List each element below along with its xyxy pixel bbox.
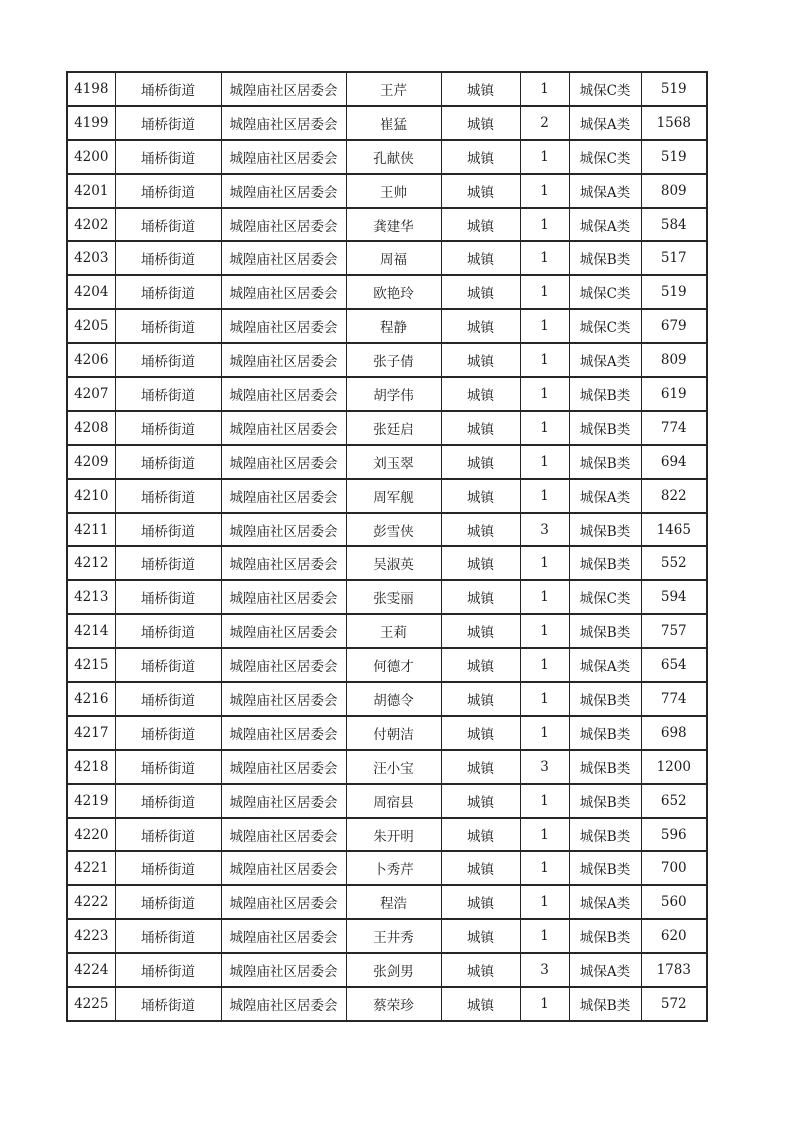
serial-number-cell: 4207	[67, 377, 115, 411]
street-cell: 埇桥街道	[115, 72, 221, 106]
community-cell: 城隍庙社区居委会	[221, 275, 346, 309]
person-name-cell: 周福	[346, 241, 441, 275]
table-row	[67, 479, 707, 513]
household-type-cell: 城镇	[441, 546, 520, 580]
community-cell: 城隍庙社区居委会	[221, 309, 346, 343]
community-cell: 城隍庙社区居委会	[221, 72, 346, 106]
person-count-cell: 1	[520, 377, 569, 411]
serial-number-cell: 4214	[67, 614, 115, 648]
community-cell: 城隍庙社区居委会	[221, 885, 346, 919]
household-type-cell: 城镇	[441, 784, 520, 818]
table-row	[67, 140, 707, 174]
person-name-cell: 龚建华	[346, 208, 441, 242]
street-cell: 埇桥街道	[115, 106, 221, 140]
table-row	[67, 411, 707, 445]
amount-cell: 552	[641, 546, 707, 580]
household-type-cell: 城镇	[441, 716, 520, 750]
person-count-cell: 1	[520, 682, 569, 716]
person-name-cell: 周宿县	[346, 784, 441, 818]
table-row	[67, 445, 707, 479]
serial-number-cell: 4198	[67, 72, 115, 106]
table-row	[67, 174, 707, 208]
person-name-cell: 胡德令	[346, 682, 441, 716]
amount-cell: 596	[641, 818, 707, 852]
serial-number-cell: 4212	[67, 546, 115, 580]
person-name-cell: 王莉	[346, 614, 441, 648]
amount-cell: 757	[641, 614, 707, 648]
household-type-cell: 城镇	[441, 275, 520, 309]
household-type-cell: 城镇	[441, 919, 520, 953]
table-row	[67, 784, 707, 818]
community-cell: 城隍庙社区居委会	[221, 580, 346, 614]
person-name-cell: 程浩	[346, 885, 441, 919]
table-row	[67, 580, 707, 614]
person-name-cell: 朱开明	[346, 818, 441, 852]
person-name-cell: 王帅	[346, 174, 441, 208]
category-cell: 城保A类	[569, 885, 641, 919]
street-cell: 埇桥街道	[115, 513, 221, 547]
community-cell: 城隍庙社区居委会	[221, 614, 346, 648]
household-type-cell: 城镇	[441, 140, 520, 174]
person-name-cell: 张廷启	[346, 411, 441, 445]
person-name-cell: 汪小宝	[346, 750, 441, 784]
person-name-cell: 程静	[346, 309, 441, 343]
amount-cell: 1783	[641, 953, 707, 987]
person-count-cell: 1	[520, 818, 569, 852]
person-count-cell: 1	[520, 479, 569, 513]
household-type-cell: 城镇	[441, 580, 520, 614]
amount-cell: 1200	[641, 750, 707, 784]
community-cell: 城隍庙社区居委会	[221, 953, 346, 987]
category-cell: 城保A类	[569, 479, 641, 513]
household-type-cell: 城镇	[441, 479, 520, 513]
category-cell: 城保A类	[569, 343, 641, 377]
household-type-cell: 城镇	[441, 818, 520, 852]
community-cell: 城隍庙社区居委会	[221, 513, 346, 547]
table-row	[67, 614, 707, 648]
person-count-cell: 1	[520, 411, 569, 445]
table-row	[67, 682, 707, 716]
amount-cell: 698	[641, 716, 707, 750]
amount-cell: 652	[641, 784, 707, 818]
street-cell: 埇桥街道	[115, 174, 221, 208]
table-row	[67, 513, 707, 547]
community-cell: 城隍庙社区居委会	[221, 682, 346, 716]
person-count-cell: 3	[520, 513, 569, 547]
household-type-cell: 城镇	[441, 241, 520, 275]
amount-cell: 679	[641, 309, 707, 343]
person-count-cell: 3	[520, 953, 569, 987]
category-cell: 城保C类	[569, 309, 641, 343]
table-row	[67, 343, 707, 377]
serial-number-cell: 4205	[67, 309, 115, 343]
table-row	[67, 716, 707, 750]
table-row	[67, 546, 707, 580]
person-count-cell: 1	[520, 614, 569, 648]
serial-number-cell: 4202	[67, 208, 115, 242]
street-cell: 埇桥街道	[115, 919, 221, 953]
street-cell: 埇桥街道	[115, 479, 221, 513]
table-row	[67, 72, 707, 106]
person-name-cell: 刘玉翠	[346, 445, 441, 479]
category-cell: 城保A类	[569, 648, 641, 682]
household-type-cell: 城镇	[441, 513, 520, 547]
table-row	[67, 750, 707, 784]
person-count-cell: 1	[520, 241, 569, 275]
category-cell: 城保B类	[569, 818, 641, 852]
community-cell: 城隍庙社区居委会	[221, 411, 346, 445]
category-cell: 城保B类	[569, 682, 641, 716]
street-cell: 埇桥街道	[115, 275, 221, 309]
category-cell: 城保B类	[569, 411, 641, 445]
amount-cell: 572	[641, 987, 707, 1021]
community-cell: 城隍庙社区居委会	[221, 445, 346, 479]
amount-cell: 654	[641, 648, 707, 682]
amount-cell: 620	[641, 919, 707, 953]
category-cell: 城保B类	[569, 377, 641, 411]
street-cell: 埇桥街道	[115, 377, 221, 411]
amount-cell: 584	[641, 208, 707, 242]
household-type-cell: 城镇	[441, 953, 520, 987]
serial-number-cell: 4208	[67, 411, 115, 445]
serial-number-cell: 4217	[67, 716, 115, 750]
community-cell: 城隍庙社区居委会	[221, 851, 346, 885]
community-cell: 城隍庙社区居委会	[221, 343, 346, 377]
category-cell: 城保B类	[569, 513, 641, 547]
category-cell: 城保C类	[569, 140, 641, 174]
category-cell: 城保A类	[569, 106, 641, 140]
serial-number-cell: 4223	[67, 919, 115, 953]
street-cell: 埇桥街道	[115, 682, 221, 716]
street-cell: 埇桥街道	[115, 851, 221, 885]
street-cell: 埇桥街道	[115, 140, 221, 174]
community-cell: 城隍庙社区居委会	[221, 377, 346, 411]
person-count-cell: 1	[520, 208, 569, 242]
community-cell: 城隍庙社区居委会	[221, 140, 346, 174]
community-cell: 城隍庙社区居委会	[221, 919, 346, 953]
amount-cell: 519	[641, 275, 707, 309]
household-type-cell: 城镇	[441, 445, 520, 479]
category-cell: 城保B类	[569, 445, 641, 479]
person-name-cell: 何德才	[346, 648, 441, 682]
amount-cell: 694	[641, 445, 707, 479]
category-cell: 城保B类	[569, 716, 641, 750]
street-cell: 埇桥街道	[115, 716, 221, 750]
serial-number-cell: 4224	[67, 953, 115, 987]
community-cell: 城隍庙社区居委会	[221, 241, 346, 275]
table-row	[67, 309, 707, 343]
person-count-cell: 1	[520, 648, 569, 682]
person-name-cell: 张雯丽	[346, 580, 441, 614]
community-cell: 城隍庙社区居委会	[221, 648, 346, 682]
household-type-cell: 城镇	[441, 885, 520, 919]
serial-number-cell: 4200	[67, 140, 115, 174]
category-cell: 城保A类	[569, 174, 641, 208]
street-cell: 埇桥街道	[115, 208, 221, 242]
serial-number-cell: 4221	[67, 851, 115, 885]
serial-number-cell: 4219	[67, 784, 115, 818]
serial-number-cell: 4216	[67, 682, 115, 716]
street-cell: 埇桥街道	[115, 885, 221, 919]
person-name-cell: 王芹	[346, 72, 441, 106]
person-count-cell: 1	[520, 784, 569, 818]
street-cell: 埇桥街道	[115, 818, 221, 852]
amount-cell: 1568	[641, 106, 707, 140]
household-type-cell: 城镇	[441, 648, 520, 682]
person-count-cell: 1	[520, 174, 569, 208]
person-count-cell: 1	[520, 885, 569, 919]
household-type-cell: 城镇	[441, 987, 520, 1021]
household-type-cell: 城镇	[441, 851, 520, 885]
person-count-cell: 2	[520, 106, 569, 140]
category-cell: 城保B类	[569, 546, 641, 580]
category-cell: 城保B类	[569, 784, 641, 818]
household-type-cell: 城镇	[441, 682, 520, 716]
amount-cell: 1465	[641, 513, 707, 547]
amount-cell: 517	[641, 241, 707, 275]
amount-cell: 594	[641, 580, 707, 614]
community-cell: 城隍庙社区居委会	[221, 784, 346, 818]
street-cell: 埇桥街道	[115, 241, 221, 275]
category-cell: 城保B类	[569, 614, 641, 648]
community-cell: 城隍庙社区居委会	[221, 818, 346, 852]
person-count-cell: 1	[520, 445, 569, 479]
person-count-cell: 1	[520, 140, 569, 174]
serial-number-cell: 4222	[67, 885, 115, 919]
table-row	[67, 851, 707, 885]
amount-cell: 619	[641, 377, 707, 411]
amount-cell: 774	[641, 682, 707, 716]
person-name-cell: 张子倩	[346, 343, 441, 377]
person-name-cell: 崔猛	[346, 106, 441, 140]
serial-number-cell: 4199	[67, 106, 115, 140]
person-count-cell: 1	[520, 275, 569, 309]
person-count-cell: 1	[520, 919, 569, 953]
amount-cell: 700	[641, 851, 707, 885]
table-row	[67, 241, 707, 275]
person-name-cell: 孔献侠	[346, 140, 441, 174]
household-type-cell: 城镇	[441, 411, 520, 445]
amount-cell: 809	[641, 343, 707, 377]
amount-cell: 519	[641, 140, 707, 174]
community-cell: 城隍庙社区居委会	[221, 479, 346, 513]
category-cell: 城保A类	[569, 208, 641, 242]
household-type-cell: 城镇	[441, 309, 520, 343]
street-cell: 埇桥街道	[115, 750, 221, 784]
person-count-cell: 1	[520, 716, 569, 750]
person-name-cell: 蔡荣珍	[346, 987, 441, 1021]
person-name-cell: 周军舰	[346, 479, 441, 513]
roster-table	[66, 71, 708, 1022]
amount-cell: 774	[641, 411, 707, 445]
household-type-cell: 城镇	[441, 208, 520, 242]
category-cell: 城保C类	[569, 275, 641, 309]
person-name-cell: 张剑男	[346, 953, 441, 987]
household-type-cell: 城镇	[441, 106, 520, 140]
person-name-cell: 卜秀芹	[346, 851, 441, 885]
household-type-cell: 城镇	[441, 72, 520, 106]
amount-cell: 809	[641, 174, 707, 208]
category-cell: 城保B类	[569, 919, 641, 953]
serial-number-cell: 4213	[67, 580, 115, 614]
person-count-cell: 1	[520, 987, 569, 1021]
street-cell: 埇桥街道	[115, 445, 221, 479]
amount-cell: 519	[641, 72, 707, 106]
street-cell: 埇桥街道	[115, 309, 221, 343]
person-count-cell: 1	[520, 580, 569, 614]
serial-number-cell: 4206	[67, 343, 115, 377]
table-row	[67, 818, 707, 852]
serial-number-cell: 4220	[67, 818, 115, 852]
category-cell: 城保A类	[569, 953, 641, 987]
street-cell: 埇桥街道	[115, 343, 221, 377]
serial-number-cell: 4203	[67, 241, 115, 275]
person-name-cell: 胡学伟	[346, 377, 441, 411]
household-type-cell: 城镇	[441, 377, 520, 411]
person-name-cell: 付朝洁	[346, 716, 441, 750]
street-cell: 埇桥街道	[115, 580, 221, 614]
table-row	[67, 648, 707, 682]
serial-number-cell: 4201	[67, 174, 115, 208]
table-row	[67, 885, 707, 919]
community-cell: 城隍庙社区居委会	[221, 750, 346, 784]
category-cell: 城保B类	[569, 851, 641, 885]
table-row	[67, 208, 707, 242]
street-cell: 埇桥街道	[115, 987, 221, 1021]
table-row	[67, 106, 707, 140]
roster-table-body	[67, 72, 707, 1021]
street-cell: 埇桥街道	[115, 614, 221, 648]
person-name-cell: 吴淑英	[346, 546, 441, 580]
person-name-cell: 彭雪侠	[346, 513, 441, 547]
table-row	[67, 919, 707, 953]
amount-cell: 560	[641, 885, 707, 919]
serial-number-cell: 4218	[67, 750, 115, 784]
person-name-cell: 欧艳玲	[346, 275, 441, 309]
community-cell: 城隍庙社区居委会	[221, 716, 346, 750]
amount-cell: 822	[641, 479, 707, 513]
household-type-cell: 城镇	[441, 174, 520, 208]
street-cell: 埇桥街道	[115, 953, 221, 987]
table-row	[67, 377, 707, 411]
table-row	[67, 953, 707, 987]
street-cell: 埇桥街道	[115, 784, 221, 818]
serial-number-cell: 4209	[67, 445, 115, 479]
household-type-cell: 城镇	[441, 614, 520, 648]
table-row	[67, 275, 707, 309]
category-cell: 城保C类	[569, 72, 641, 106]
category-cell: 城保B类	[569, 750, 641, 784]
person-count-cell: 1	[520, 72, 569, 106]
category-cell: 城保B类	[569, 987, 641, 1021]
serial-number-cell: 4211	[67, 513, 115, 547]
community-cell: 城隍庙社区居委会	[221, 208, 346, 242]
person-count-cell: 1	[520, 343, 569, 377]
table-row	[67, 987, 707, 1021]
street-cell: 埇桥街道	[115, 411, 221, 445]
serial-number-cell: 4225	[67, 987, 115, 1021]
category-cell: 城保C类	[569, 580, 641, 614]
street-cell: 埇桥街道	[115, 648, 221, 682]
person-count-cell: 1	[520, 309, 569, 343]
household-type-cell: 城镇	[441, 343, 520, 377]
community-cell: 城隍庙社区居委会	[221, 987, 346, 1021]
person-name-cell: 王井秀	[346, 919, 441, 953]
street-cell: 埇桥街道	[115, 546, 221, 580]
community-cell: 城隍庙社区居委会	[221, 106, 346, 140]
household-type-cell: 城镇	[441, 750, 520, 784]
person-count-cell: 1	[520, 851, 569, 885]
community-cell: 城隍庙社区居委会	[221, 174, 346, 208]
community-cell: 城隍庙社区居委会	[221, 546, 346, 580]
serial-number-cell: 4215	[67, 648, 115, 682]
category-cell: 城保B类	[569, 241, 641, 275]
person-count-cell: 3	[520, 750, 569, 784]
person-count-cell: 1	[520, 546, 569, 580]
serial-number-cell: 4210	[67, 479, 115, 513]
serial-number-cell: 4204	[67, 275, 115, 309]
